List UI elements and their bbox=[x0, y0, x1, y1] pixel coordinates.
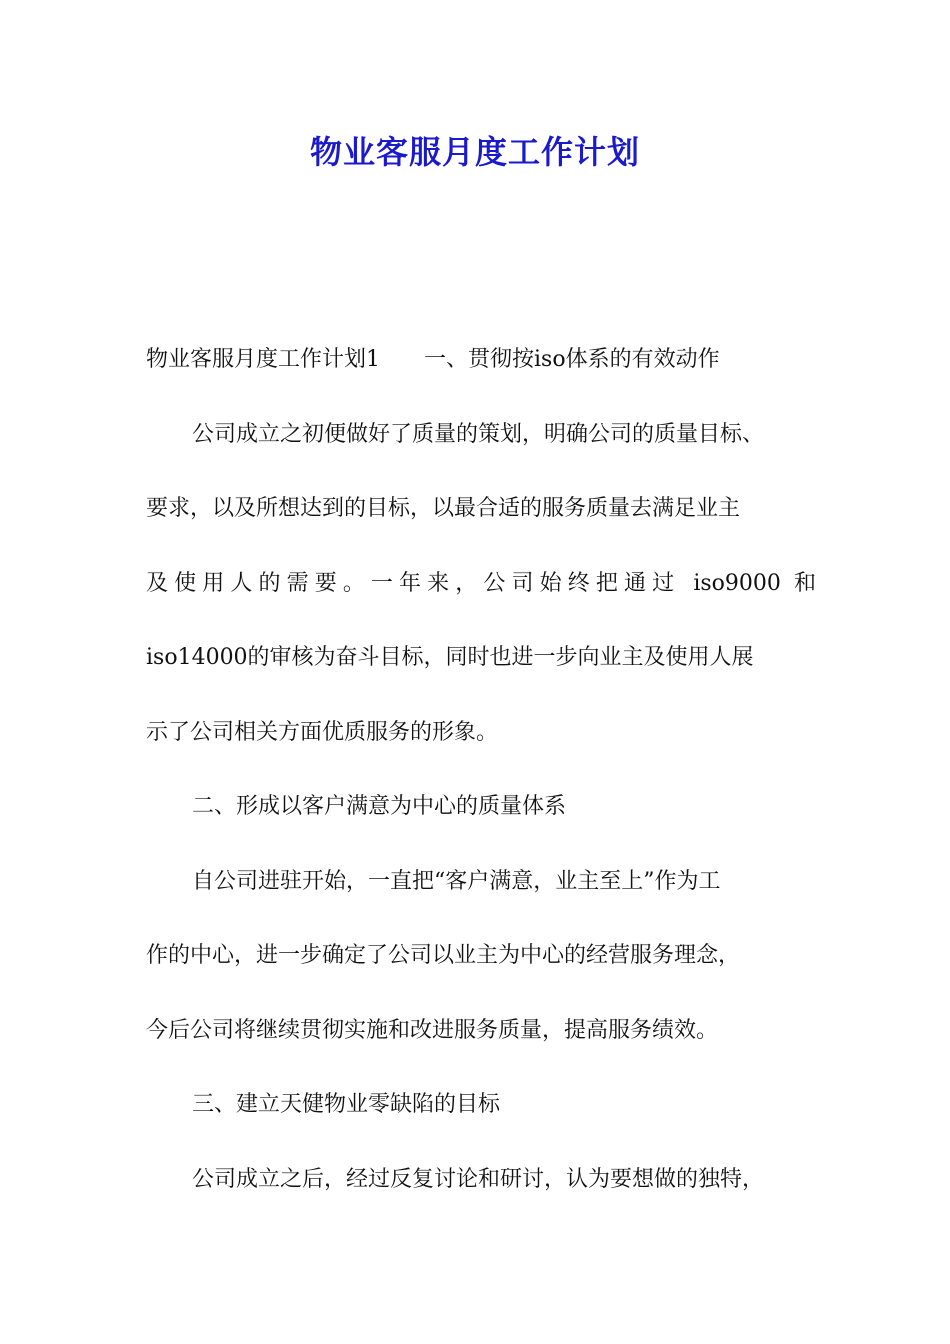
document-body bbox=[146, 338, 816, 1232]
text-line: 自公司进驻开始，一直把“客户满意，业主至上”作为工 bbox=[192, 868, 721, 894]
text-line: 公司成立之初便做好了质量的策划，明确公司的质量目标、 bbox=[192, 421, 765, 447]
text-line: iso14000的审核为奋斗目标，同时也进一步向业主及使用人展 bbox=[146, 645, 754, 670]
section-heading: 二、形成以客户满意为中心的质量体系 bbox=[192, 794, 567, 819]
text-line: 今后公司将继续贯彻实施和改进服务质量，提高服务绩效。 bbox=[146, 1017, 719, 1043]
text-line: 要求，以及所想达到的目标，以最合适的服务质量去满足业主 bbox=[146, 496, 741, 521]
document-title: 物业客服月度工作计划 bbox=[309, 133, 640, 171]
text-line: 示了公司相关方面优质服务的形象。 bbox=[146, 719, 499, 745]
text-line: 及使用人的需要。一年来，公司始终把通过 iso9000 和 bbox=[146, 570, 816, 596]
text-line: 公司成立之后，经过反复讨论和研讨，认为要想做的独特， bbox=[192, 1166, 765, 1192]
text-line: 物业客服月度工作计划1 一、贯彻按iso体系的有效动作 bbox=[146, 347, 720, 372]
section-heading: 三、建立天健物业零缺陷的目标 bbox=[192, 1092, 501, 1117]
text-line: 作的中心，进一步确定了公司以业主为中心的经营服务理念， bbox=[146, 943, 741, 968]
